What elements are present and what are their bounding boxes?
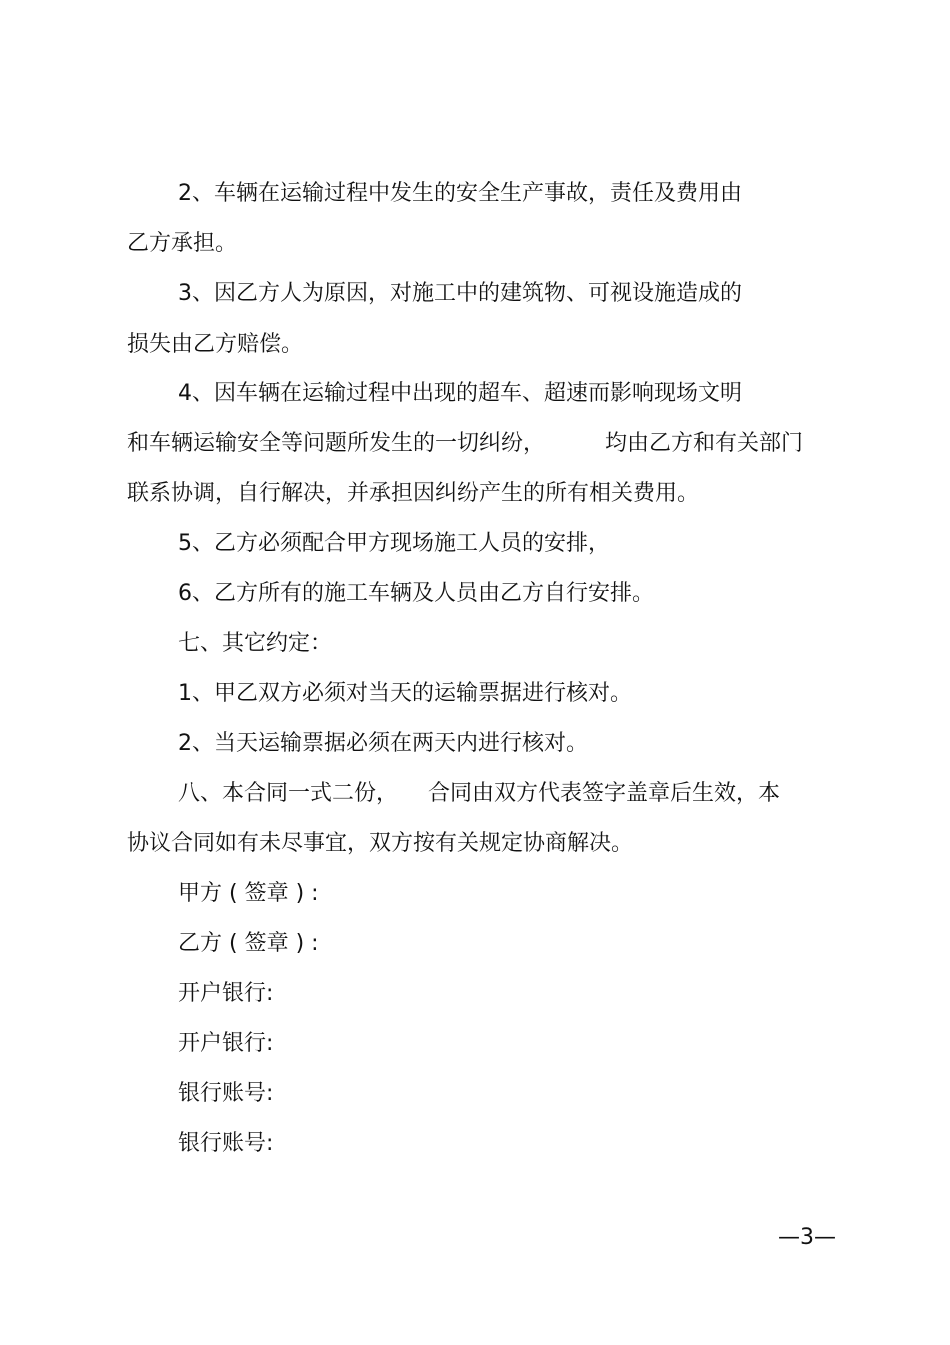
party-b-signature-label: 乙方 ( 签章 ) : xyxy=(178,931,319,956)
section-7-item-2: 2、当天运输票据必须在两天内进行核对。 xyxy=(178,731,588,756)
clause-3-line-1: 3、因乙方人为原因，对施工中的建筑物、可视设施造成的 xyxy=(178,281,742,306)
account-label-1: 银行账号: xyxy=(178,1081,274,1106)
section-8-line-2: 协议合同如有未尽事宜，双方按有关规定协商解决。 xyxy=(127,831,634,856)
clause-5: 5、乙方必须配合甲方现场施工人员的安排， xyxy=(178,531,610,556)
clause-4-line-2 xyxy=(127,430,803,458)
clause-6: 6、乙方所有的施工车辆及人员由乙方自行安排。 xyxy=(178,581,654,606)
bank-label-1: 开户银行: xyxy=(178,981,274,1006)
section-7-item-1: 1、甲乙双方必须对当天的运输票据进行核对。 xyxy=(178,681,632,706)
section-8-line-1-part-a: 八、本合同一式二份， xyxy=(178,781,399,806)
bank-label-2: 开户银行: xyxy=(178,1031,274,1056)
account-label-2: 银行账号: xyxy=(178,1131,274,1156)
section-8-line-1 xyxy=(178,780,780,808)
clause-3-line-2: 损失由乙方赔偿。 xyxy=(127,332,304,357)
party-a-signature-label: 甲方 ( 签章 ) : xyxy=(178,881,319,906)
clause-2-line-2: 乙方承担。 xyxy=(127,231,238,256)
clause-4-line-1: 4、因车辆在运输过程中出现的超车、超速而影响现场文明 xyxy=(178,381,742,406)
clause-4-line-2-part-b: 均由乙方和有关部门 xyxy=(605,431,804,456)
clause-4-line-2-part-a: 和车辆运输安全等问题所发生的一切纠纷， xyxy=(127,431,546,456)
section-8-line-1-part-b: 合同由双方代表签字盖章后生效，本 xyxy=(428,781,781,806)
clause-2-line-1: 2、车辆在运输过程中发生的安全生产事故，责任及费用由 xyxy=(178,181,742,206)
page-number: —3— xyxy=(778,1225,836,1250)
section-7-heading: 七、其它约定： xyxy=(178,631,333,656)
clause-4-line-3: 联系协调，自行解决，并承担因纠纷产生的所有相关费用。 xyxy=(127,481,700,506)
